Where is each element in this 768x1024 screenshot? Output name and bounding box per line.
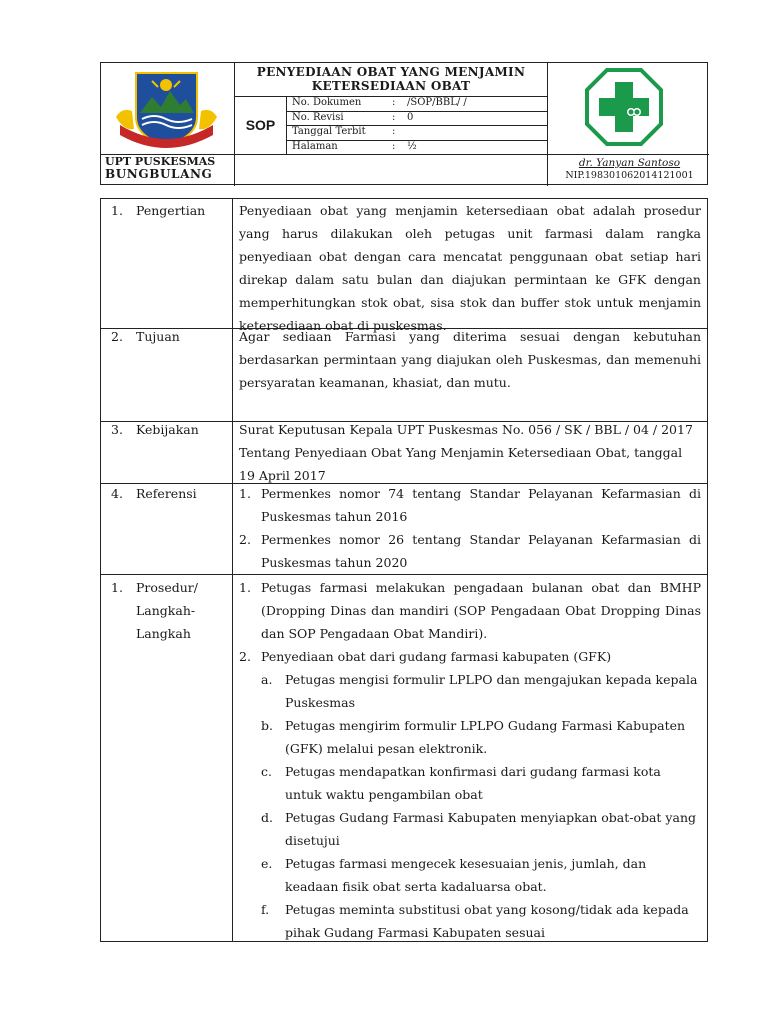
signatory-nip: NIP.198301062014121001 <box>565 170 694 181</box>
document-title: PENYEDIAAN OBAT YANG MENJAMIN KETERSEDIAAN OBAT <box>256 65 526 93</box>
list-item: 2. Permenkes nomor 26 tentang Standar Pelayanan Kefarmasian di Puskesmas tahun 2020 <box>239 532 701 570</box>
section-text-pengertian: Penyediaan obat yang menjamin ketersediaan obat adalah prosedur yang harus dilakukan oleh petugas unit farmasi dalam rangka penyediaan obat dengan cara mencatat penggunaan obat setiap hari direkap dalam satu bulan dan diajukan permintaan ke GFK dengan memperhitungkan stok obat, sisa stok dan buffer stok untuk menjamin ketersediaan obat di puskesmas. <box>239 203 701 333</box>
section-text-kebijakan: Surat Keputusan Kepala UPT Puskesmas No. 056 / SK / BBL / 04 / 2017 Tentang Penyediaan Obat Yang Menjamin Ketersediaan Obat, tanggal 19 April 2017 <box>239 422 693 483</box>
sop-header-table <box>100 62 708 185</box>
section-label-tujuan: 2. Tujuan <box>111 329 180 344</box>
sub-list-item: e. Petugas farmasi mengecek kesesuaian jenis, jumlah, dan keadaan fisik obat serta kadaluarsa obat. <box>261 856 647 894</box>
section-label-kebijakan: 3. Kebijakan <box>111 422 199 437</box>
meta-document-number: No. Dokumen : /SOP/BBL/ / <box>292 97 467 108</box>
list-item: 1. Permenkes nomor 74 tentang Standar Pelayanan Kefarmasian di Puskesmas tahun 2016 <box>239 486 701 524</box>
sub-list-item: c. Petugas mendapatkan konfirmasi dari gudang farmasi kota untuk waktu pengambilan obat <box>261 764 661 802</box>
list-item: 2. Penyediaan obat dari gudang farmasi kabupaten (GFK) <box>239 649 612 664</box>
sop-body-table <box>100 198 708 942</box>
meta-page: Halaman : ½ <box>292 140 417 152</box>
sub-list-item: b. Petugas mengirim formulir LPLPO Gudang Farmasi Kabupaten (GFK) melalui pesan elektronik. <box>261 718 686 756</box>
sub-list-item: d. Petugas Gudang Farmasi Kabupaten menyiapkan obat-obat yang disetujui <box>261 810 696 848</box>
regional-emblem-icon <box>114 67 219 152</box>
section-label-referensi: 4. Referensi <box>111 486 197 501</box>
section-label-pengertian: 1. Pengertian <box>111 203 206 218</box>
meta-revision: No. Revisi : 0 <box>292 111 414 123</box>
sub-list-item: f. Petugas meminta substitusi obat yang kosong/tidak ada kepada pihak Gudang Farmasi Kabupaten sesuai <box>261 902 689 940</box>
unit-name: UPT PUSKESMAS BUNGBULANG <box>105 155 216 181</box>
signatory-name: dr. Yanyan Santoso <box>578 157 681 169</box>
sop-label: SOP <box>245 117 276 133</box>
section-label-prosedur: 1. Prosedur/ Langkah- Langkah <box>111 580 198 641</box>
list-item: 1. Petugas farmasi melakukan pengadaan bulanan obat dan BMHP (Dropping Dinas dan mandiri (SOP Pengadaan Obat Dropping Dinas dan SOP Pengadaan Obat Mandiri). <box>239 580 701 641</box>
section-text-tujuan: Agar sediaan Farmasi yang diterima sesuai dengan kebutuhan berdasarkan permintaan yang diajukan oleh Puskesmas, dan memenuhi persyaratan keamanan, khasiat, dan mutu. <box>239 329 701 390</box>
section-list-prosedur <box>239 576 701 944</box>
section-list-referensi <box>239 482 701 574</box>
meta-issue-date: Tanggal Terbit : <box>292 126 396 137</box>
sub-list-item: a. Petugas mengisi formulir LPLPO dan mengajukan kepada kepala Puskesmas <box>261 672 698 710</box>
puskesmas-cross-logo-icon <box>584 67 664 147</box>
